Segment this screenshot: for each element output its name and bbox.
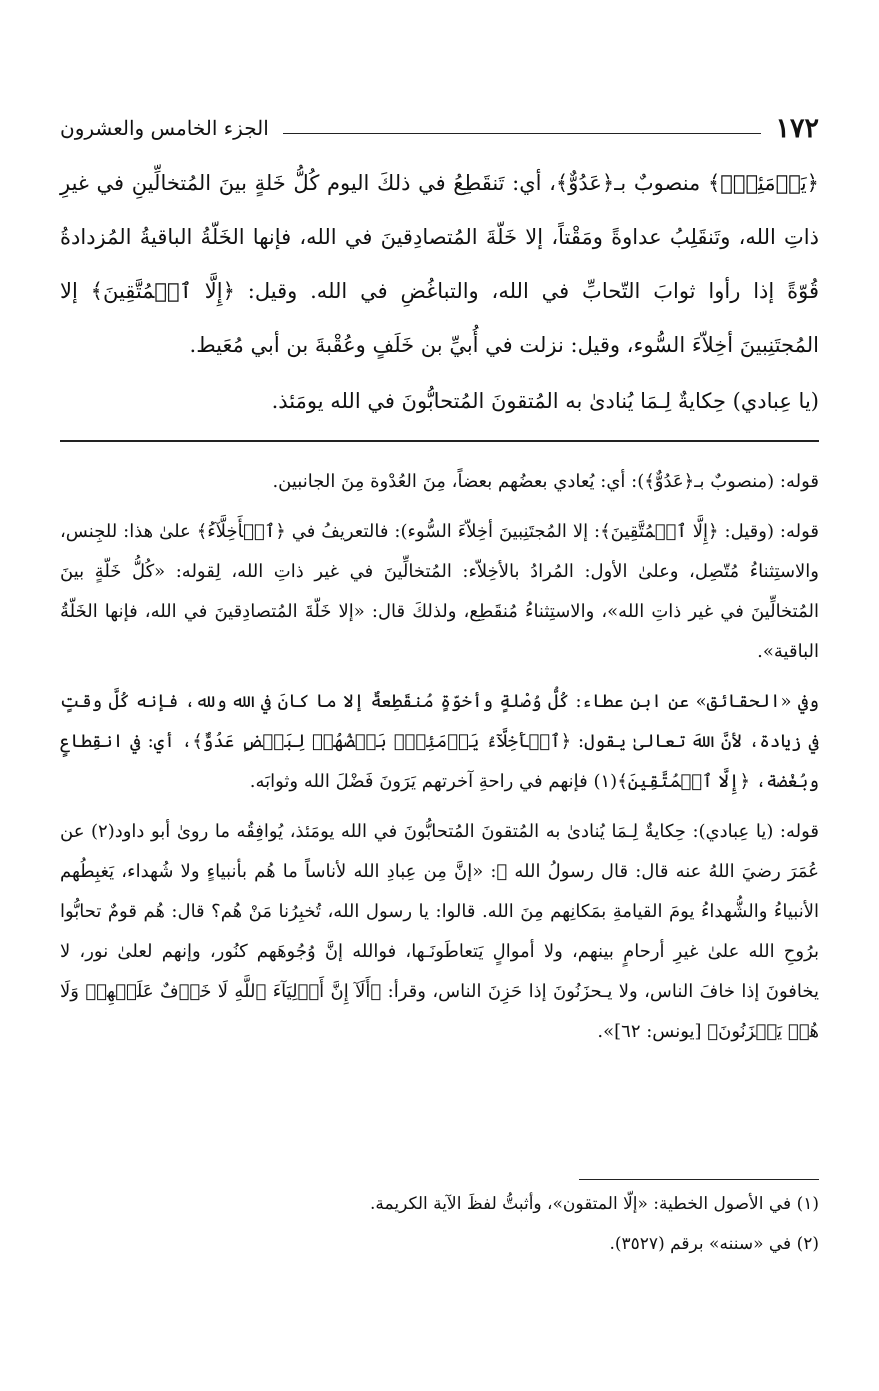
text-divider [60, 440, 819, 442]
header-rule [283, 133, 762, 134]
running-header [60, 102, 819, 142]
commentary-paragraph: قوله: (يا عِبادي): حِكايةٌ لِـمَا يُنادىٰ به المُتقونَ المُتحابُّونَ في الله يومَئذ، يُوافِقُه ما روىٰ أبو داود(٢) عن عُمَرَ رضيَ اللهُ عنه قال: قال رسولُ الله ﷺ: «إنَّ مِن عِبادِ الله لأناساً ما هُم بأنبياءٍ ولا شُهداء، يَغبِطُهم الأنبياءُ والشُّهداءُ يومَ القيامةِ بمَكانِهم مِنَ الله. قالوا: يا رسول الله، تُخبِرُنا مَنْ هُم؟ قال: هُم قومٌ تحابُّوا برُوحِ الله علىٰ غيرِ أرحامٍ بينهم، ولا أموالٍ يَتعاطَونَـها، فوالله إنَّ وُجُوهَهم كنُور، وإنهم لعلىٰ نور، لا يخافونَ إذا خافَ الناس، ولا يـحزَنُونَ إذا حَزِنَ الناس، وقرأ: ﴿أَلَآ إِنَّ أَوۡلِيَآءَ ٱللَّهِ لَا خَوۡفٌ عَلَيۡهِمۡ وَلَا هُمۡ يَحۡزَنُونَ﴾ [يونس: ٦٢]». [60, 821, 819, 1042]
footnote-rule [579, 1179, 819, 1180]
footnotes [60, 1184, 819, 1264]
page-number: ١٧٢ [775, 113, 819, 144]
commentary-paragraph: قوله: (وقيل: ﴿إِلَّا ٱلۡمُتَّقِينَ﴾: إلا المُجتَنِبينَ أخِلاّءَ السُّوء): فالتعريفُ في ﴿ٱلۡأَخِلَّآءُ﴾ علىٰ هذا: للجِنس، والاستِثناءُ مُتّصِل، وعلىٰ الأول: المُرادُ بالأخِلاّء: المُتخالِّينَ في غير ذاتِ الله، لِقوله: «كُلُّ خَلّةٍ بينَ المُتخالِّينَ في غير ذاتِ الله»، والاستِثناءُ مُنقَطِع، ولذلكَ قال: «إلا خَلّةَ المُتصادِقينَ في الله، فإنها الخَلّةُ الباقية». [60, 521, 819, 662]
commentary-paragraph: قوله: (منصوبٌ بـ﴿عَدُوٌّ﴾): أي: يُعادي بعضُهم بعضاً، مِنَ العُدْوة مِنَ الجانبين. [272, 471, 819, 492]
commentary-paragraph: وفي «الحقائق» عن ابنِ عطاء: كُلُّ وُصْلةٍ وأخوّةٍ مُنقَطِعةٌ إلا ما كانَ في الله ولله، فإنه كُلَّ وقتٍ في زيادة، لأنَّ اللهَ تعالىٰ يقول: ﴿ٱلۡأَخِلَّآءُ يَوۡمَئِذِۭ بَعۡضُهُمۡ لِبَعۡضٍ عَدُوٌّ﴾، أي: في انقِطاعٍ وبُغْضة، ﴿إِلَّا ٱلۡمُتَّقِينَ﴾(١) فإنهم في راحةِ آخرتهم يَرَونَ فَضْلَ الله وثوابَه. [60, 691, 819, 792]
footnote: (٢) في «سننه» برقم (٣٥٢٧). [609, 1234, 819, 1254]
book-part-title: الجزء الخامس والعشرون [60, 116, 269, 140]
main-paragraph: ﴿يَوۡمَئِذِۭ﴾ منصوبٌ بـ﴿عَدُوٌّ﴾، أي: تَنقَطِعُ في ذلكَ اليوم كُلُّ خَلةٍ بينَ المُتخالِّينِ في غيرِ ذاتِ الله، وتَنقَلِبُ عداوةً ومَقْتاً، إلا خَلّةَ المُتصادِقينَ في الله، فإنها الخَلّةُ الباقيةُ المُزدادةُ قُوّةً إذا رأوا ثوابَ التّحابِّ في الله، والتباغُضِ في الله. وقيل: ﴿إِلَّا ٱلۡمُتَّقِينَ﴾ إلا المُجتَنِبينَ أخِلاّءَ السُّوء، وقيل: نزلت في أُبيِّ بن خَلَفٍ وعُقْبةَ بن أبي مُعَيط. [60, 171, 819, 357]
main-paragraph: (يا عِبادي) حِكايةٌ لِـمَا يُنادىٰ به المُتقونَ المُتحابُّونَ في الله يومَئذ. [271, 389, 819, 413]
main-text [60, 156, 819, 428]
commentary [60, 462, 819, 1062]
footnote: (١) في الأصول الخطية: «إلّا المتقون»، وأثبتُّ لفظَ الآية الكريمة. [370, 1194, 819, 1214]
